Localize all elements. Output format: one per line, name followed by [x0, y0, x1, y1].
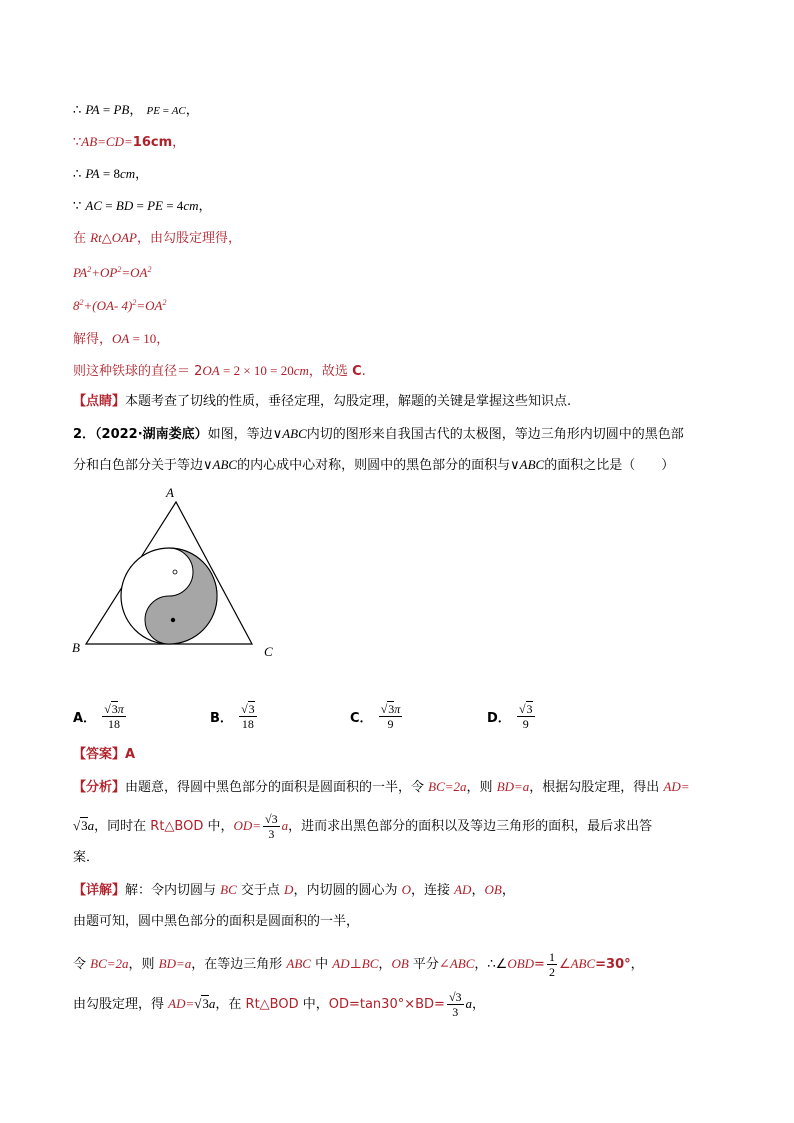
math-expr: = 2 × 10 = 20 — [219, 363, 294, 378]
math-var: ABC — [286, 956, 311, 971]
choice-letter: C — [352, 364, 362, 379]
exponent: 2 — [87, 265, 92, 274]
math-var: a — [208, 996, 216, 1011]
math-unit: cm — [119, 166, 136, 181]
math-var: OB — [391, 956, 409, 971]
exponent: 2 — [79, 298, 84, 307]
solution-line-4 — [73, 196, 212, 217]
punct: ， — [172, 135, 186, 150]
math-var: AC — [85, 198, 103, 213]
punct: ， — [129, 103, 143, 118]
math-var: PA — [73, 265, 88, 280]
pi: π — [117, 702, 124, 716]
math-var: ABC — [570, 956, 596, 971]
analysis-line-3 — [73, 848, 99, 868]
therefore-symbol: ∴ — [73, 103, 82, 118]
exponent: 2 — [162, 298, 167, 307]
math-var: a — [281, 818, 289, 833]
math-var: PA — [85, 166, 100, 181]
fraction — [379, 702, 403, 731]
math-var: a — [465, 996, 473, 1011]
radicand: 3 — [202, 996, 209, 1011]
math-var: AD — [454, 882, 472, 897]
sqrt-sign: √ — [518, 702, 526, 716]
math-var: PE — [147, 198, 163, 213]
sqrt-sign: √ — [194, 996, 202, 1011]
option-c[interactable] — [350, 702, 404, 731]
math-var: OA — [112, 331, 130, 346]
math-expr: Rt△ — [90, 230, 112, 245]
option-b[interactable] — [210, 702, 259, 731]
math-var: BC — [220, 882, 237, 897]
text: ，同时在 — [94, 819, 151, 834]
angle-sign: ∠ — [558, 957, 571, 972]
radicand: 3 — [526, 702, 533, 716]
text: ，根据勾股定理，得出 — [529, 780, 664, 795]
text: ，故选 — [308, 364, 353, 379]
because-symbol: ∵ — [73, 135, 82, 150]
math-expr: AB=CD= — [81, 134, 133, 149]
punct: ， — [378, 957, 392, 972]
solution-line-7 — [73, 293, 167, 316]
question-number: 2 — [73, 427, 83, 442]
exponent: 2 — [117, 265, 122, 274]
text: 由题可知，圆中黑色部分的面积是圆面积的一半， — [73, 914, 360, 929]
radicand: 3 — [248, 702, 255, 716]
math-var: PA — [85, 102, 100, 117]
solution-line-8 — [73, 329, 169, 350]
math-var: PE — [146, 105, 160, 117]
math-value: 16cm — [132, 135, 173, 150]
solution-line-9 — [73, 361, 366, 382]
math-op: = — [133, 198, 148, 213]
vertex-label-a: A — [166, 485, 174, 500]
math-expr: Rt△BOD — [150, 819, 204, 834]
math-expr: ∨ABC — [272, 426, 307, 441]
radicand: 3 — [81, 818, 88, 833]
sqrt-sign: √ — [104, 702, 111, 716]
punct: . — [361, 364, 366, 379]
punct: ， — [198, 199, 212, 214]
detail-tag: 【详解】 — [73, 883, 126, 898]
fraction — [447, 990, 464, 1019]
math-var: AC — [171, 105, 186, 117]
detail-line-3 — [73, 950, 644, 979]
solution-line-1 — [73, 100, 199, 121]
math-expr: AD= — [663, 779, 690, 794]
fraction — [263, 812, 280, 841]
vertex-label-c: C — [264, 644, 273, 659]
text: ，则 — [466, 780, 497, 795]
answer-line — [73, 745, 135, 765]
math-var: a — [87, 818, 95, 833]
text: ，内切圆的圆心为 — [293, 883, 402, 898]
fraction — [102, 702, 126, 731]
solution-line-3 — [73, 164, 148, 185]
numerator — [517, 702, 535, 717]
punct: ， — [501, 883, 515, 898]
math-var: OAP — [111, 230, 137, 245]
numerator — [239, 702, 257, 717]
math-value: 8 — [73, 298, 80, 313]
text: ，∴∠ — [474, 957, 508, 972]
text: 中， — [203, 819, 234, 834]
fraction — [547, 950, 557, 979]
math-op: = — [159, 105, 172, 117]
analysis-line-1 — [73, 777, 690, 798]
text: ，连接 — [410, 883, 455, 898]
text: 内切的图形来自我国古代的太极图，等边三角形内切圆中的黑色部 — [306, 427, 684, 442]
numerator — [379, 702, 403, 717]
text: 解得， — [73, 332, 113, 347]
math-value: = 4 — [162, 198, 184, 213]
math-unit: cm — [183, 198, 199, 213]
text: ，由勾股定理得， — [136, 231, 241, 246]
option-label: B． — [210, 711, 233, 726]
text: 由勾股定理，得 — [73, 997, 169, 1012]
math-expr: AD⊥BC — [332, 956, 379, 971]
text: 令 — [73, 957, 91, 972]
text: 由题意，得圆中黑色部分的面积是圆面积的一半，令 — [125, 780, 429, 795]
text: 交于点 — [236, 883, 285, 898]
fraction — [517, 702, 535, 731]
math-expr: AD= — [168, 996, 195, 1011]
radicand: 3 — [388, 702, 395, 716]
math-expr: OD=tan30°×BD= — [328, 997, 445, 1012]
math-op: = — [534, 957, 545, 972]
sqrt-sign: √ — [380, 702, 388, 716]
tip-tag: 【点睛】 — [73, 394, 126, 409]
yin-eye — [173, 570, 177, 574]
math-expr: BD=a — [496, 779, 530, 794]
denominator: 2 — [548, 965, 555, 979]
radicand: 3 — [111, 702, 118, 716]
sqrt-sign: √ — [241, 702, 248, 716]
numerator: 1 — [548, 950, 555, 964]
numerator: √3 — [265, 812, 278, 826]
pi: π — [394, 702, 401, 716]
numerator — [102, 702, 126, 717]
math-expr: BC=2a — [428, 779, 467, 794]
math-expr: ∨ABC — [510, 457, 545, 472]
text: 的内心成中心对称，则圆中的黑色部分的面积与 — [237, 458, 511, 473]
question-2-line-2 — [73, 455, 674, 476]
answer-value: A — [125, 747, 136, 762]
math-expr: BD=a — [158, 956, 192, 971]
math-var: D — [284, 882, 294, 897]
denominator: 3 — [268, 827, 275, 841]
math-var: OA — [96, 298, 114, 313]
math-op: +( — [83, 298, 97, 313]
denominator: 18 — [108, 717, 120, 731]
detail-line-4 — [73, 990, 485, 1019]
therefore-symbol: ∴ — [73, 167, 82, 182]
math-op: = — [136, 298, 146, 313]
detail-line-1 — [73, 880, 515, 901]
math-value: = 10， — [129, 331, 170, 346]
punct: ， — [630, 957, 644, 972]
math-value: = 8 — [99, 166, 120, 181]
math-expr: ∨ABC — [203, 457, 238, 472]
solution-line-2 — [73, 132, 185, 153]
option-label: A． — [73, 711, 97, 726]
denominator: 18 — [241, 717, 254, 731]
analysis-tag: 【分析】 — [73, 780, 126, 795]
text: 案． — [73, 850, 100, 865]
punct: ， — [185, 103, 199, 118]
analysis-line-2 — [73, 812, 652, 841]
detail-line-2 — [73, 912, 359, 932]
math-op: = — [121, 265, 131, 280]
option-label: D． — [487, 711, 511, 726]
punct: ， — [135, 167, 149, 182]
option-a[interactable] — [73, 702, 128, 731]
denominator: 9 — [387, 717, 394, 731]
vertex-label-b: B — [72, 640, 80, 655]
math-var: O — [401, 882, 411, 897]
punct: ， — [471, 883, 485, 898]
math-value: =30° — [595, 957, 631, 972]
math-var: OA — [130, 265, 148, 280]
option-d[interactable] — [487, 702, 537, 731]
math-op: = — [102, 198, 116, 213]
tip-text: 本题考查了切线的性质，垂径定理，勾股定理，解题的关键是掌握这些知识点. — [125, 394, 572, 409]
math-var: OA — [145, 298, 163, 313]
math-expr: OD= — [233, 818, 262, 833]
tip-line — [73, 392, 571, 412]
math-var: PB — [113, 102, 130, 117]
question-source: ．（2022·湖南娄底） — [82, 427, 208, 442]
text: 在 — [73, 231, 91, 246]
text: ，则 — [128, 957, 159, 972]
denominator: 3 — [452, 1005, 459, 1019]
taiji-triangle-figure — [70, 484, 290, 668]
math-var: BD — [115, 198, 134, 213]
solution-line-6 — [73, 260, 151, 283]
text: ，进而求出黑色部分的面积以及等边三角形的面积，最后求出答 — [288, 819, 653, 834]
math-expr: BC=2a — [90, 956, 129, 971]
exponent: 2 — [147, 265, 152, 274]
math-expr: Rt△BOD — [245, 997, 299, 1012]
math-var: OP — [100, 265, 118, 280]
question-2-line-1 — [73, 424, 684, 445]
math-expr: ∠ABC — [438, 956, 475, 971]
math-var: OBD — [507, 956, 535, 971]
exponent: 2 — [132, 298, 137, 307]
text: 则这种铁球的直径＝ 2 — [73, 364, 203, 379]
text: 中 — [310, 957, 333, 972]
sqrt-sign: √ — [73, 818, 81, 833]
math-op: = — [99, 102, 114, 117]
answer-tag: 【答案】 — [73, 747, 126, 762]
math-var: OA — [202, 363, 220, 378]
fraction — [239, 702, 257, 731]
yang-eye — [171, 618, 175, 622]
text: 如图，等边 — [207, 427, 273, 442]
option-label: C． — [350, 711, 373, 726]
math-var: OB — [484, 882, 502, 897]
text: 平分 — [408, 957, 439, 972]
text: 的面积之比是（ ） — [544, 458, 675, 473]
text: 分和白色部分关于等边 — [73, 458, 204, 473]
solution-line-5 — [73, 228, 241, 249]
text: 解：令内切圆与 — [125, 883, 221, 898]
math-unit: cm — [293, 363, 309, 378]
text: ，在 — [215, 997, 246, 1012]
punct: ， — [472, 997, 486, 1012]
denominator: 9 — [522, 717, 529, 731]
math-op: + — [91, 265, 100, 280]
because-symbol: ∵ — [73, 199, 82, 214]
text: ，在等边三角形 — [191, 957, 287, 972]
text: 中， — [298, 997, 329, 1012]
numerator: √3 — [448, 990, 462, 1004]
math-op: - 4) — [113, 298, 133, 313]
